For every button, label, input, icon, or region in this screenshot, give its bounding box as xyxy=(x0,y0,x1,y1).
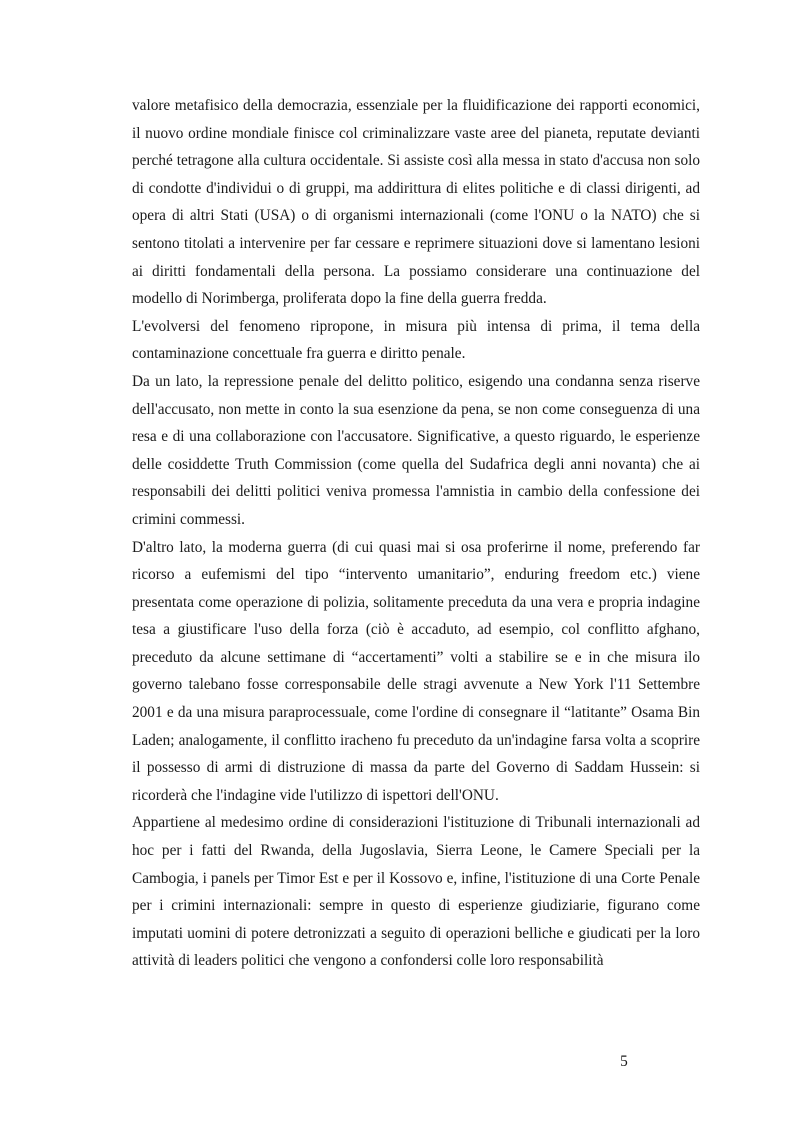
paragraph-1: valore metafisico della democrazia, essenziale per la fluidificazione dei rapporti economici, il nuovo ordine mondiale finisce col criminalizzare vaste aree del pianeta, reputate devianti perché tetragone alla cultura occidentale. Si assiste così alla messa in stato d'accusa non solo di condotte d'individui o di gruppi, ma addirittura di elites politiche e di classi dirigenti, ad opera di altri Stati (USA) o di organismi internazionali (come l'ONU o la NATO) che si sentono titolati a intervenire per far cessare e reprimere situazioni dove si lamentano lesioni ai diritti fondamentali della persona. La possiamo considerare una continuazione del modello di Norimberga, proliferata dopo la fine della guerra fredda. xyxy=(132,97,700,308)
paragraph-5: Appartiene al medesimo ordine di considerazioni l'istituzione di Tribunali internazionali ad hoc per i fatti del Rwanda, della Jugoslavia, Sierra Leone, le Camere Speciali per la Cambogia, i panels per Timor Est e per il Kossovo e, infine, l'istituzione di una Corte Penale per i crimini internazionali: sempre in questo di esperienze giudiziarie, figurano come imputati uomini di potere detronizzati a seguito di operazioni belliche e giudicati per la loro attività di leaders politici che vengono a confondersi colle loro responsabilità xyxy=(132,814,700,970)
paragraph-3: Da un lato, la repressione penale del delitto politico, esigendo una condanna senza riserve dell'accusato, non mette in conto la sua esenzione da pena, se non come conseguenza di una resa e di una collaborazione con l'accusatore. Significative, a questo riguardo, le esperienze delle cosiddette Truth Commission (come quella del Sudafrica degli anni novanta) che ai responsabili dei delitti politici veniva promessa l'amnistia in cambio della confessione dei crimini commessi. xyxy=(132,372,700,528)
body-text xyxy=(132,92,700,975)
paragraph-2: L'evolversi del fenomeno ripropone, in misura più intensa di prima, il tema della contaminazione concettuale fra guerra e diritto penale. xyxy=(132,317,700,363)
page-number: 5 xyxy=(620,1053,628,1070)
paragraph-4: D'altro lato, la moderna guerra (di cui quasi mai si osa proferirne il nome, preferendo far ricorso a eufemismi del tipo “intervento umanitario”, enduring freedom etc.) viene presentata come operazione di polizia, solitamente preceduta da una vera e propria indagine tesa a giustificare l'uso della forza (ciò è accaduto, ad esempio, col conflitto afghano, preceduto da alcune settimane di “accertamenti” volti a stabilire se e in che misura ilo governo talebano fosse corresponsabile delle stragi avvenute a New York l'11 Settembre 2001 e da una misura paraprocessuale, come l'ordine di consegnare il “latitante” Osama Bin Laden; analogamente, il conflitto iracheno fu preceduto da un'indagine farsa volta a scoprire il possesso di armi di distruzione di massa da parte del Governo di Saddam Hussein: si ricorderà che l'indagine vide l'utilizzo di ispettori dell'ONU. xyxy=(132,538,700,804)
